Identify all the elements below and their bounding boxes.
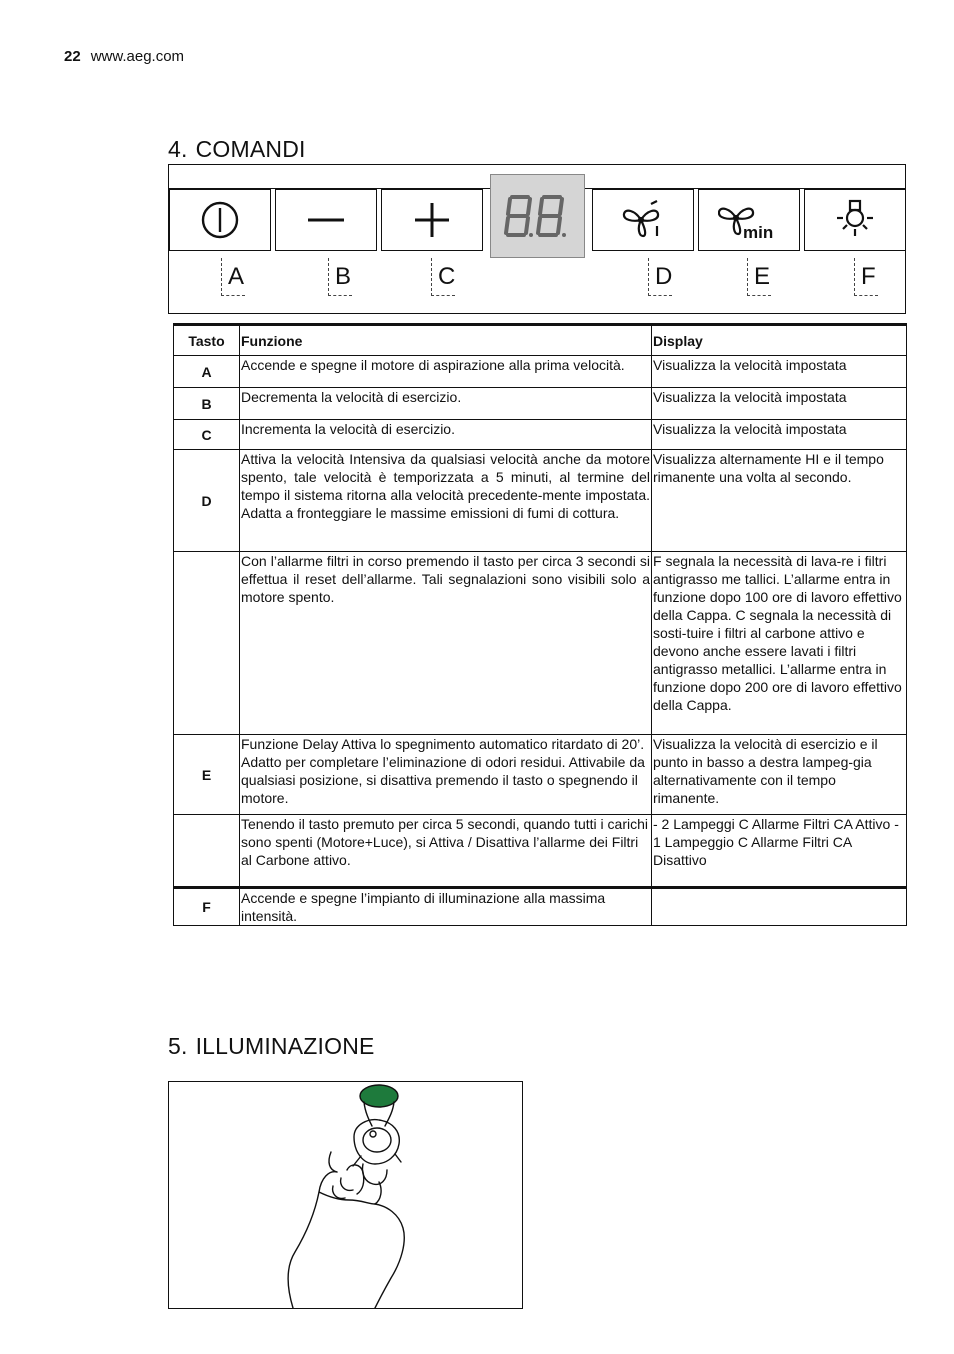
table-row (174, 420, 907, 450)
header-tasto: Tasto (174, 325, 240, 356)
row-display: Visualizza la velocità impostata (652, 356, 907, 388)
header-display: Display (652, 325, 907, 356)
page-header (64, 48, 184, 65)
row-function: Con l’allarme filtri in corso premendo il tasto per circa 3 secondi si effettua il reset dell’allarme. Tali segnalazioni sono visibili solo a motore spento. (240, 552, 652, 735)
table-row (174, 388, 907, 420)
plus-icon (412, 200, 452, 240)
row-function: Funzione Delay Attiva lo spegnimento automatico ritardato di 20’. Adatto per completare l’eliminazione di odori residui. Attivabile da qualsiasi posizione, si disattiva premendo il tasto o spegnendo il motore. (240, 735, 652, 815)
seven-segment-display-icon (502, 192, 574, 240)
key-f-light[interactable] (804, 189, 906, 251)
minus-icon (306, 215, 346, 225)
table-row (174, 450, 907, 552)
section-number: 5. (168, 1033, 188, 1059)
section-number: 4. (168, 136, 188, 162)
row-function: Accende e spegne l’impianto di illuminazione alla massima intensità. (240, 888, 652, 926)
table-row (174, 735, 907, 815)
function-table (173, 323, 907, 926)
fan-intensive-icon (621, 200, 665, 240)
key-letter-e: E (747, 258, 771, 296)
bulb-replacement-illustration (168, 1081, 523, 1309)
section-title-comandi (168, 136, 306, 163)
section-title-illuminazione (168, 1033, 375, 1060)
key-c-plus[interactable] (381, 189, 483, 251)
svg-text:min: min (743, 223, 774, 240)
row-display: Visualizza la velocità impostata (652, 420, 907, 450)
table-row (174, 552, 907, 735)
row-display: - 2 Lampeggi C Allarme Filtri CA Attivo - 1 Lampeggio C Allarme Filtri CA Disattivo (652, 815, 907, 888)
row-key (174, 815, 240, 888)
power-icon (200, 200, 240, 240)
site-url: www.aeg.com (90, 48, 185, 65)
table-row (174, 815, 907, 888)
light-bulb-icon (833, 198, 877, 242)
row-function: Tenendo il tasto premuto per circa 5 secondi, quando tutti i carichi sono spenti (Motore+Luce), si Attiva / Disattiva l’allarme dei Filtri al Carbone attivo. (240, 815, 652, 888)
key-e-delay[interactable] (698, 189, 800, 251)
key-b-minus[interactable] (275, 189, 377, 251)
row-function: Attiva la velocità Intensiva da qualsiasi velocità anche da motore spento, tale velocità è temporizzata a 5 minuti, al termine del tempo il sistema ritorna alla velocità precedente-mente impostata. Adatta a fronteggiare le massime emissioni di fumi di cottura. (240, 450, 652, 552)
section-title-text: COMANDI (195, 136, 306, 162)
row-display: F segnala la necessità di lava-re i filtri antigrasso me tallici. L’allarme entra in funzione dopo 100 ore di lavoro effettivo della Cappa. C segnala la necessità di sosti-tuire i filtri al carbone attivo e devono anche essere lavati i filtri antigrasso metallici. L’allarme entra in funzione dopo 200 ore di lavoro effettivo della Cappa. (652, 552, 907, 735)
table-row (174, 356, 907, 388)
row-key: C (174, 420, 240, 450)
row-function: Decrementa la velocità di esercizio. (240, 388, 652, 420)
header-funzione: Funzione (240, 325, 652, 356)
row-display: Visualizza alternamente HI e il tempo rimanente una volta al secondo. (652, 450, 907, 552)
key-letter-d: D (648, 258, 672, 296)
row-function: Incrementa la velocità di esercizio. (240, 420, 652, 450)
table-row (174, 888, 907, 926)
section-title-text: ILLUMINAZIONE (195, 1033, 375, 1059)
key-a-power[interactable] (169, 189, 271, 251)
row-key: B (174, 388, 240, 420)
row-key: A (174, 356, 240, 388)
key-letter-b: B (328, 258, 352, 296)
key-letter-a: A (221, 258, 245, 296)
row-display: Visualizza la velocità di esercizio e il punto in basso a destra lampeg-gia alternativamente con il tempo rimanente. (652, 735, 907, 815)
fan-min-icon (718, 200, 780, 240)
row-key: D (174, 450, 240, 552)
hand-replacing-bulb-icon (169, 1082, 522, 1308)
key-d-intensive[interactable] (592, 189, 694, 251)
key-letter-c: C (431, 258, 455, 296)
page-number: 22 (64, 48, 81, 65)
row-key: E (174, 735, 240, 815)
row-display (652, 888, 907, 926)
row-display: Visualizza la velocità impostata (652, 388, 907, 420)
table-header-row (174, 325, 907, 356)
row-key (174, 552, 240, 735)
speed-display (490, 174, 585, 258)
key-letter-f: F (854, 258, 878, 296)
row-key: F (174, 888, 240, 926)
row-function: Accende e spegne il motore di aspirazione alla prima velocità. (240, 356, 652, 388)
